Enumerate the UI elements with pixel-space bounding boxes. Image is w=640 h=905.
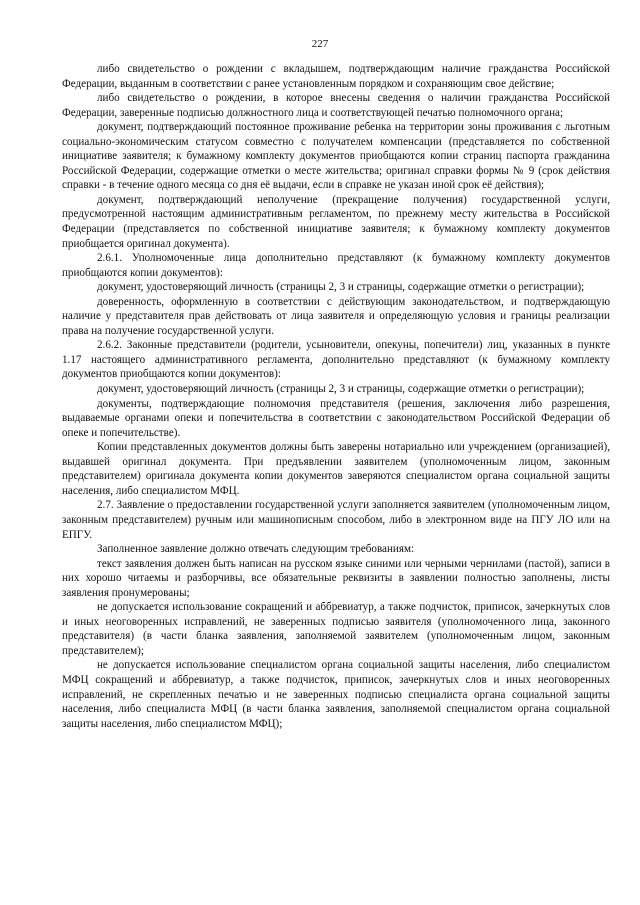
body-text xyxy=(62,62,610,731)
paragraph: документ, подтверждающий неполучение (прекращение получения) государственной услуги, предусмотренной настоящим административным регламентом, по прежнему месту жительства в Российской Федерации (представляется по собственной инициативе заявителя; к бумажному комплекту документов приобщается оригинал документа). xyxy=(62,193,610,250)
paragraph: 2.7. Заявление о предоставлении государственной услуги заполняется заявителем (уполномоченным лицом, законным представителем) ручным или машинописным способом, либо в электронном виде на ПГУ ЛО или на ЕПГУ. xyxy=(62,499,610,541)
paragraph: текст заявления должен быть написан на русском языке синими или черными чернилами (пастой), записи в них хорошо читаемы и разборчивы, все обязательные реквизиты в заявлении полностью заполнены, листы заявления пронумерованы; xyxy=(62,557,610,599)
paragraph: либо свидетельство о рождении, в которое внесены сведения о наличии гражданства Российской Федерации, заверенные подписью должностного лица и соответствующей печатью полномочного органа; xyxy=(62,92,610,119)
paragraph: Заполненное заявление должно отвечать следующим требованиям: xyxy=(97,543,415,556)
paragraph: документ, подтверждающий постоянное проживание ребенка на территории зоны проживания с льготным социально-экономическим статусом совместно с получателем компенсации (представляется по собственной инициативе заявителя; к бумажному комплекту документов приобщаются копии страниц паспорта гражданина Российской Федерации, содержащие отметки о месте жительства; оригинал справки формы № 9 (срок действия справки - в течение одного месяца со дня её выдачи, если в справке не указан иной срок её действия); xyxy=(62,121,610,192)
paragraph: не допускается использование специалистом органа социальной защиты населения, либо специалистом МФЦ сокращений и аббревиатур, а также подчисток, приписок, зачеркнутых слов и иных неоговоренных исправлений, не скрепленных печатью и не заверенных подписью специалиста органа социальной защиты населения, либо специалиста МФЦ (в части бланка заявления, заполняемой специалистом органа социальной защиты населения, либо специалистом МФЦ); xyxy=(62,659,610,730)
page-number: 227 xyxy=(311,38,329,50)
paragraph: документ, удостоверяющий личность (страницы 2, 3 и страницы, содержащие отметки о регистрации); xyxy=(97,281,585,294)
paragraph: 2.6.2. Законные представители (родители, усыновители, опекуны, попечители) лиц, указанных в пункте 1.17 настоящего административного регламента, дополнительно представляют (к бумажному комплекту документов приобщаются копии документов): xyxy=(62,339,610,381)
paragraph: либо свидетельство о рождении с вкладышем, подтверждающим наличие гражданства Российской Федерации, выданным в соответствии с ранее установленным порядком и сохраняющим свое действие; xyxy=(62,63,610,90)
paragraph: документы, подтверждающие полномочия представителя (решения, заключения либо разрешения, выдаваемые органами опеки и попечительства в соответствии с законодательством Российской Федерации об опеке и попечительстве). xyxy=(62,397,610,439)
paragraph: Копии представленных документов должны быть заверены нотариально или учреждением (организацией), выдавшей оригинал документа. При предъявлении заявителем (уполномоченным лицом, законным представителем) оригинала документа копии документов заверяются специалистом органа социальной защиты населения, либо специалистом МФЦ. xyxy=(62,441,610,497)
paragraph: доверенность, оформленную в соответствии с действующим законодательством, и подтверждающую наличие у представителя прав действовать от лица заявителя и определяющую условия и границы реализации права на получение государственной услуги. xyxy=(62,295,610,337)
paragraph: 2.6.1. Уполномоченные лица дополнительно представляют (к бумажному комплекту документов приобщаются копии документов): xyxy=(62,252,610,279)
paragraph: не допускается использование сокращений и аббревиатур, а также подчисток, приписок, зачеркнутых слов и иных неоговоренных исправлений, не заверенных подписью заявителя (уполномоченного лица, законного представителя) (в части бланка заявления, заполняемой заявителем (уполномоченным лицом, законным представителем); xyxy=(62,601,610,657)
paragraph: документ, удостоверяющий личность (страницы 2, 3 и страницы, содержащие отметки о регистрации); xyxy=(97,383,585,396)
